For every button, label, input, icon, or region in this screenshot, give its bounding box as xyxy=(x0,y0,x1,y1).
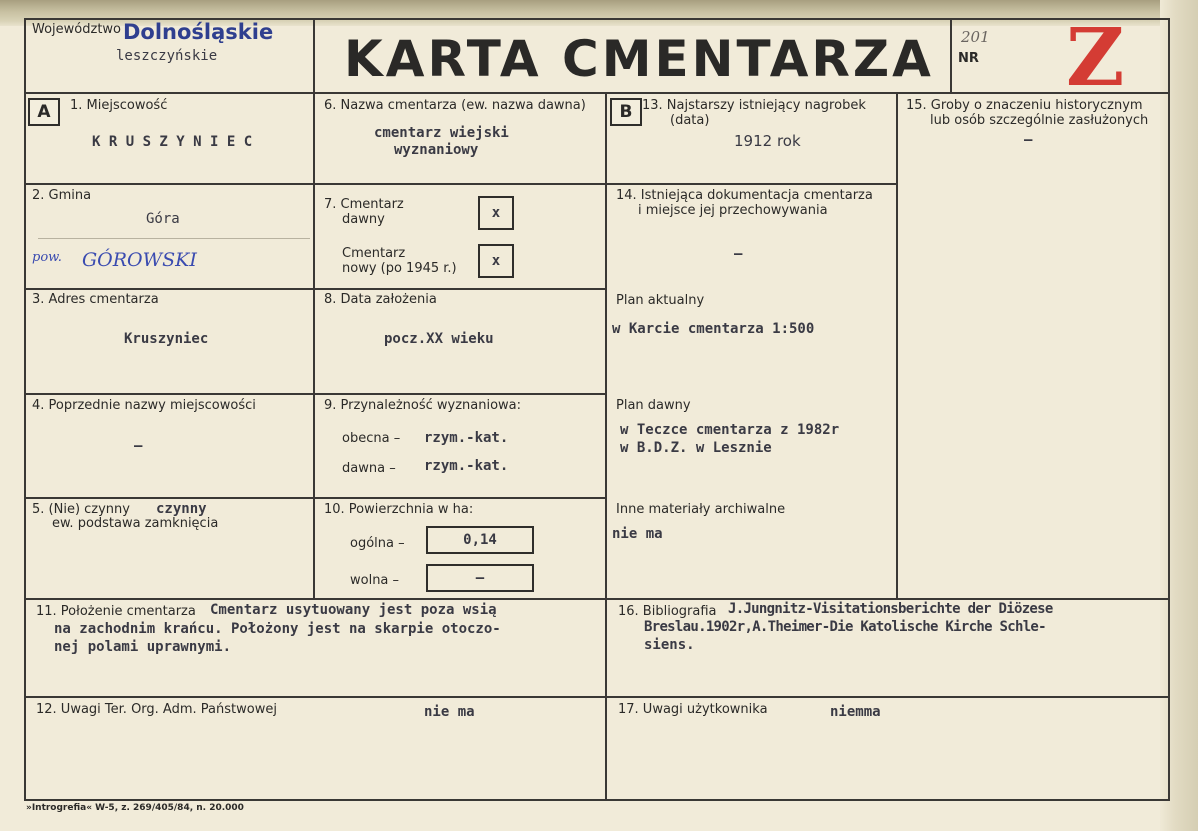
plan-aktualny-value: w Karcie cmentarza 1:500 xyxy=(612,321,815,337)
col-divider-1 xyxy=(313,92,315,600)
field-17-label: 17. Uwagi użytkownika xyxy=(618,702,768,717)
field-12-label: 12. Uwagi Ter. Org. Adm. Państwowej xyxy=(36,702,277,717)
header-divider-1 xyxy=(313,18,315,94)
field-14-label: 14. Istniejąca dokumentacja cmentarza xyxy=(616,188,873,203)
field-15-label: 15. Groby o znaczeniu historycznym xyxy=(906,98,1143,113)
frame-bottom xyxy=(24,799,1170,801)
plan-aktualny-label: Plan aktualny xyxy=(616,293,705,308)
plan-dawny-line-1: w Teczce cmentarza z 1982r xyxy=(620,422,840,438)
row-line-6 xyxy=(24,696,1170,698)
field-16-label: 16. Bibliografia xyxy=(618,604,717,619)
field-15-value: – xyxy=(1024,132,1033,148)
section-b-marker: B xyxy=(610,98,642,126)
field-12-value: nie ma xyxy=(424,704,475,720)
field-6-value-2: wyznaniowy xyxy=(394,142,479,158)
field-9-obecna-value: rzym.-kat. xyxy=(424,430,509,446)
row-line-1 xyxy=(24,183,606,185)
field-13-label-2: (data) xyxy=(670,113,710,128)
field-11-label: 11. Położenie cmentarza xyxy=(36,604,196,619)
card-number-small: 201 xyxy=(961,28,990,46)
field-11-line-3: nej polami uprawnymi. xyxy=(54,639,232,655)
inne-materialy-label: Inne materiały archiwalne xyxy=(616,502,786,517)
field-11-line-2: na zachodnim krańcu. Położony jest na skarpie otoczo- xyxy=(54,621,501,637)
gmina-sub-line xyxy=(38,238,310,239)
plan-dawny-line-2: w B.D.Z. w Lesznie xyxy=(620,440,772,456)
row-line-5 xyxy=(24,598,1170,600)
field-14-value: – xyxy=(734,246,743,262)
field-1-value: K R U S Z Y N I E C xyxy=(92,134,253,150)
field-4-value: – xyxy=(134,438,143,454)
field-10-ogolna-label: ogólna – xyxy=(350,536,405,551)
field-7-label: 7. Cmentarz xyxy=(324,197,404,212)
pow-prefix: pow. xyxy=(32,250,62,265)
printer-imprint: »Introgrefia« W-5, z. 269/405/84, n. 20.000 xyxy=(26,803,244,813)
frame-right xyxy=(1168,18,1170,801)
field-7-label-3: Cmentarz xyxy=(342,246,406,261)
field-6-label: 6. Nazwa cmentarza (ew. nazwa dawna) xyxy=(324,98,586,113)
wojewodztwo-value: Dolnośląskie xyxy=(123,20,274,44)
row-line-3 xyxy=(24,393,606,395)
field-2-value: Góra xyxy=(146,211,180,227)
field-8-value: pocz.XX wieku xyxy=(384,331,494,347)
field-3-value: Kruszyniec xyxy=(124,331,209,347)
field-5-label: 5. (Nie) czynny xyxy=(32,502,130,517)
cmentarz-nowy-checkbox[interactable]: x xyxy=(478,244,514,278)
field-4-label: 4. Poprzednie nazwy miejscowości xyxy=(32,398,256,413)
field-16-line-3: siens. xyxy=(644,637,695,653)
row-line-4 xyxy=(24,497,606,499)
field-7-label-2: dawny xyxy=(342,212,385,227)
cmentarz-dawny-checkbox[interactable]: x xyxy=(478,196,514,230)
field-9-dawna-value: rzym.-kat. xyxy=(424,458,509,474)
field-17-value: niemma xyxy=(830,704,881,720)
cemetery-card xyxy=(24,10,1170,801)
field-10-wolna-label: wolna – xyxy=(350,573,400,588)
field-5-label-2: ew. podstawa zamknięcia xyxy=(52,516,219,531)
wojewodztwo-label: Województwo xyxy=(32,22,122,37)
field-9-dawna-label: dawna – xyxy=(342,461,396,476)
row-line-b1 xyxy=(606,183,897,185)
field-16-line-1: J.Jungnitz-Visitationsberichte der Diözese xyxy=(728,601,1053,617)
plan-dawny-label: Plan dawny xyxy=(616,398,691,413)
field-7-label-4: nowy (po 1945 r.) xyxy=(342,261,457,276)
field-16-line-2: Breslau.1902r,A.Theimer-Die Katolische Kirche Schle- xyxy=(644,619,1046,635)
card-title: KARTA CMENTARZA xyxy=(344,30,934,88)
header-bottom-line xyxy=(24,92,1170,94)
field-13-label: 13. Najstarszy istniejący nagrobek xyxy=(642,98,866,113)
col-divider-2 xyxy=(605,92,607,799)
field-9-obecna-label: obecna – xyxy=(342,431,401,446)
wojewodztwo-old: leszczyńskie xyxy=(116,48,218,64)
field-15-label-2: lub osób szczególnie zasłużonych xyxy=(930,113,1149,128)
field-1-label: 1. Miejscowość xyxy=(70,98,168,113)
field-2-label: 2. Gmina xyxy=(32,188,92,203)
field-10-ogolna-value[interactable]: 0,14 xyxy=(426,526,534,554)
field-14-label-2: i miejsce jej przechowywania xyxy=(638,203,828,218)
nr-label: NR xyxy=(958,51,979,66)
row-line-2 xyxy=(24,288,606,290)
inne-materialy-value: nie ma xyxy=(612,526,663,542)
col-divider-3 xyxy=(896,92,898,600)
field-6-value-1: cmentarz wiejski xyxy=(374,125,509,141)
field-9-label: 9. Przynależność wyznaniowa: xyxy=(324,398,522,413)
pow-value: GÓROWSKI xyxy=(82,249,197,271)
field-3-label: 3. Adres cmentarza xyxy=(32,292,159,307)
field-13-value: 1912 rok xyxy=(734,132,801,150)
section-a-marker: A xyxy=(28,98,60,126)
field-10-wolna-value[interactable]: – xyxy=(426,564,534,592)
card-number-big: Z xyxy=(1066,10,1125,104)
header-divider-2 xyxy=(950,18,952,94)
frame-left xyxy=(24,18,26,801)
field-5-value: czynny xyxy=(156,501,207,517)
field-10-label: 10. Powierzchnia w ha: xyxy=(324,502,474,517)
field-11-line-1: Cmentarz usytuowany jest poza wsią xyxy=(210,602,497,618)
field-8-label: 8. Data założenia xyxy=(324,292,437,307)
